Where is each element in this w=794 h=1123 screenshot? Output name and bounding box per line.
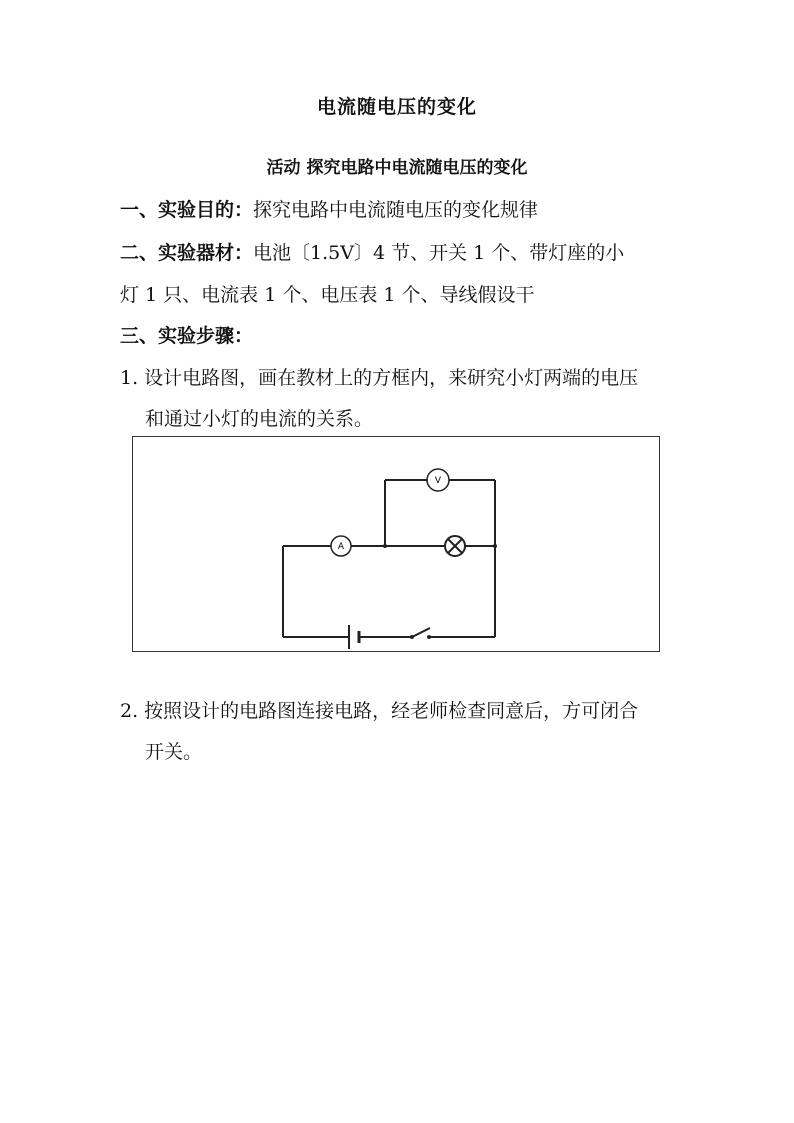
step-1-line-1: 1. 设计电路图，画在教材上的方框内，来研究小灯两端的电压: [120, 367, 639, 389]
lamp-symbol: [445, 536, 465, 556]
section-steps: [120, 321, 253, 348]
junction-left: [383, 544, 387, 548]
step-1-line-2: 和通过小灯的电流的关系。: [145, 408, 374, 430]
section-steps-label: 三、实验步骤：: [120, 325, 254, 347]
section-purpose-text: 探究电路中电流随电压的变化规律: [253, 199, 539, 221]
step-2-line-1: 2. 按照设计的电路图连接电路，经老师检查同意后，方可闭合: [120, 700, 639, 722]
switch-blade: [412, 628, 430, 637]
section-materials-label: 二、实验器材：: [120, 242, 254, 264]
switch-contact: [427, 635, 431, 639]
circuit-diagram: [133, 437, 661, 653]
circuit-diagram-frame: [132, 436, 660, 652]
ammeter-symbol: [331, 536, 351, 556]
section-materials-text-2: 灯 1 只、电流表 1 个、电压表 1 个、导线假设干: [120, 284, 535, 306]
section-materials: [120, 238, 624, 265]
section-purpose: [120, 195, 538, 222]
activity-subtitle: 活动 探究电路中电流随电压的变化: [266, 158, 528, 178]
voltmeter-label: V: [434, 476, 442, 486]
voltmeter-symbol: [427, 469, 449, 491]
section-materials-text-1: 电池〔1.5V〕4 节、开关 1 个、带灯座的小: [253, 242, 625, 264]
section-purpose-label: 一、实验目的：: [120, 199, 254, 221]
step-2-line-2: 开关。: [145, 741, 203, 763]
junction-right: [493, 544, 497, 548]
page-title: 电流随电压的变化: [316, 96, 477, 118]
ammeter-label: A: [337, 542, 345, 552]
